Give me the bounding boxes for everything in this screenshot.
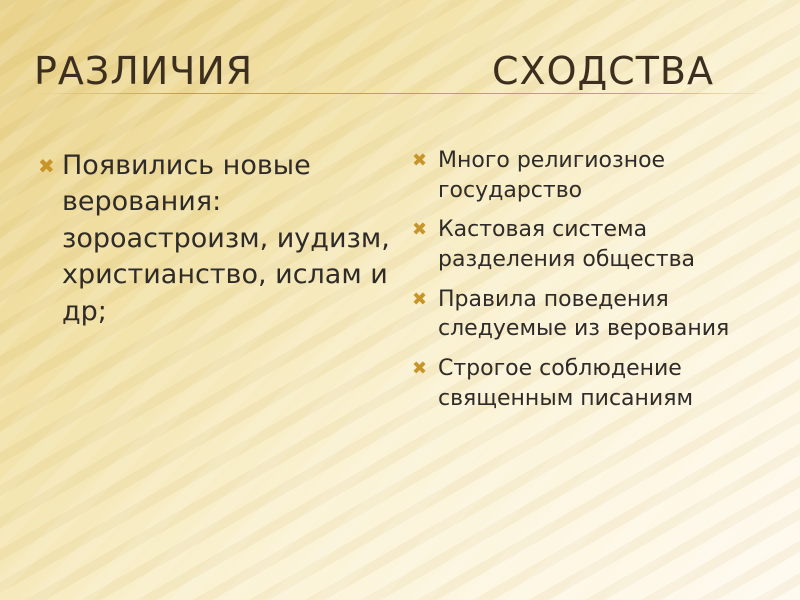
list-item	[408, 354, 778, 413]
differences-list	[32, 148, 392, 330]
list-item-text: Строгое соблюдение священным писаниям	[438, 356, 694, 411]
list-item-text: Кастовая система разделения общества	[438, 217, 696, 273]
list-item	[408, 215, 778, 274]
list-item-text: Появились новые верования: зороастроизм, иудизм, христианство, ислам и др;	[62, 150, 390, 327]
x-bullet-icon: ✖	[412, 150, 428, 171]
x-bullet-icon: ✖	[412, 358, 428, 380]
list-item	[408, 285, 778, 344]
list-item	[408, 146, 778, 205]
x-bullet-icon: ✖	[412, 288, 428, 310]
list-item-text: Много религиозное государство	[438, 148, 666, 203]
similarities-list	[408, 146, 778, 424]
heading-differences: РАЗЛИЧИЯ	[34, 49, 254, 93]
x-bullet-icon: ✖	[412, 219, 428, 241]
heading-similarities: СХОДСТВА	[492, 49, 714, 93]
list-item	[32, 148, 392, 330]
title-divider	[34, 93, 774, 94]
x-bullet-icon: ✖	[38, 154, 55, 178]
list-item-text: Правила поведения следуемые из верования	[438, 286, 730, 342]
